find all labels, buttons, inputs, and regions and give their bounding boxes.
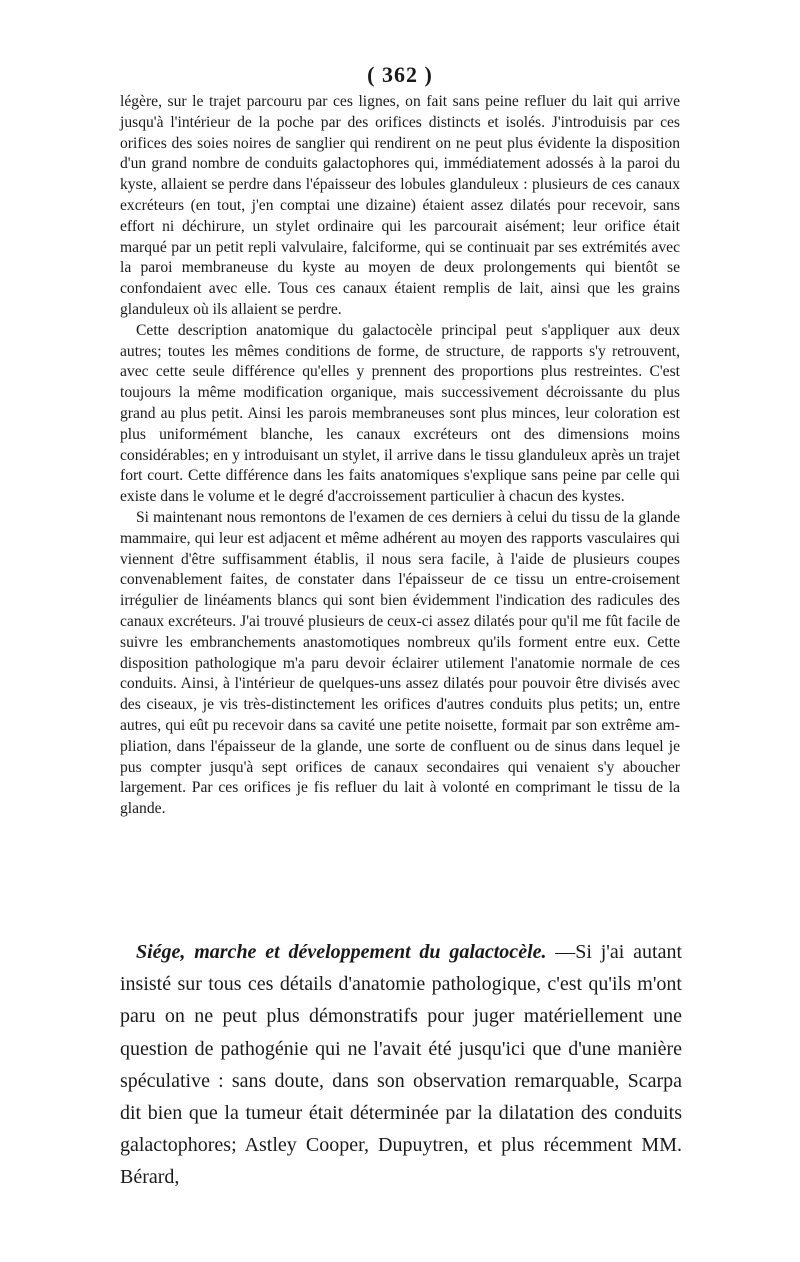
body-text-small [120, 92, 680, 820]
paragraph-2: Cette description anatomique du galactocèle principal peut s'appliquer aux deux autres; toutes les mêmes conditions de forme, de structure, de rapports s'y retrouvent, avec cette seule différence qu'elles y prennent des proportions plus restreintes. C'est toujours la même modification organique, mais successivement décroissante du plus grand au plus petit. Ainsi les parois membraneuses sont plus minces, leur coloration est plus uniformément blanche, les canaux excréteurs ont des dimensions moins considérables; en y introduisant un stylet, il arrive dans le tissu glanduleux après un trajet fort court. Cette différence dans les faits anatomiques s'explique sans peine par celle qui existe dans le volume et le degré d'accroissement particulier à chacun des kystes. [120, 321, 680, 506]
body-text-large [120, 936, 682, 1194]
section-body: —Si j'ai autant insisté sur tous ces détails d'anatomie pathologique, c'est qu'ils m'ont paru on ne peut plus démonstratifs pour juger matériellement une question de pathogénie qui ne l'avait été jusqu'ici que d'une manière spéculative : sans doute, dans son observation remarquable, Scarpa dit bien que la tumeur était déterminée par la dilatation des conduits galactophores; Astley Cooper, Dupuytren, et plus récemment MM. Bérard, [120, 941, 683, 1189]
page-number: ( 362 ) [367, 62, 433, 87]
section-heading: Siége, marche et développement du galactocèle. [136, 941, 547, 963]
section-paragraph [120, 936, 682, 1194]
paragraph-1: légère, sur le trajet parcouru par ces lignes, on fait sans peine refluer du lait qui arrive jusqu'à l'intérieur de la poche par des orifices distincts et isolés. J'introduisis par ces orifices des soies noires de sanglier qui rendirent on ne peut plus évidente la disposition d'un grand nombre de conduits galactophores qui, immédiatement adossés à la paroi du kyste, allaient se perdre dans l'épaisseur des lobules glanduleux : plusieurs de ces canaux excréteurs (en tout, j'en comptai une dizaine) étaient assez dilatés pour recevoir, sans effort ni déchirure, un stylet ordinaire qui les parcourait aisément; leur orifice était marqué par un petit repli valvulaire, falciforme, qui se continuait par ses extrémités avec la paroi membraneuse du kyste au moyen de deux prolongements qui bientôt se confondaient avec elle. Tous ces canaux étaient remplis de lait, ainsi que les grains glanduleux où ils allaient se perdre. [120, 93, 680, 318]
paragraph-3: Si maintenant nous remontons de l'examen de ces derniers à celui du tissu de la glande mammaire, qui leur est adjacent et même adhérent au moyen des rapports vasculaires qui viennent d'être suffisamment établis, il nous sera facile, à l'aide de plusieurs coupes convenablement faites, de constater dans l'épaisseur de ce tissu un entre-croisement irrégulier de linéaments blancs qui sont bien évidemment l'indication des radicules des canaux excréteurs. J'ai trouvé plusieurs de ceux-ci assez dilatés pour qu'il me fût facile de suivre les embranchements anastomotiques nombreux qu'ils forment entre eux. Cette disposition pathologique m'a paru devoir éclairer utilement l'anatomie normale de ces conduits. Ainsi, à l'intérieur de quelques-uns assez dilatés pour pouvoir être divisés avec des ciseaux, je vis très-distinctement les orifices d'autres conduits plus petits; un, entre autres, qui eût pu recevoir dans sa cavité une petite noisette, formait par son extrême ampliation, dans l'épaisseur de la glande, une sorte de confluent ou de sinus dans lequel je pus compter jusqu'à sept orifices de canaux secondaires qui venaient s'y aboucher largement. Par ces orifices je fis refluer du lait à volonté en comprimant le tissu de la glande. [120, 508, 680, 818]
